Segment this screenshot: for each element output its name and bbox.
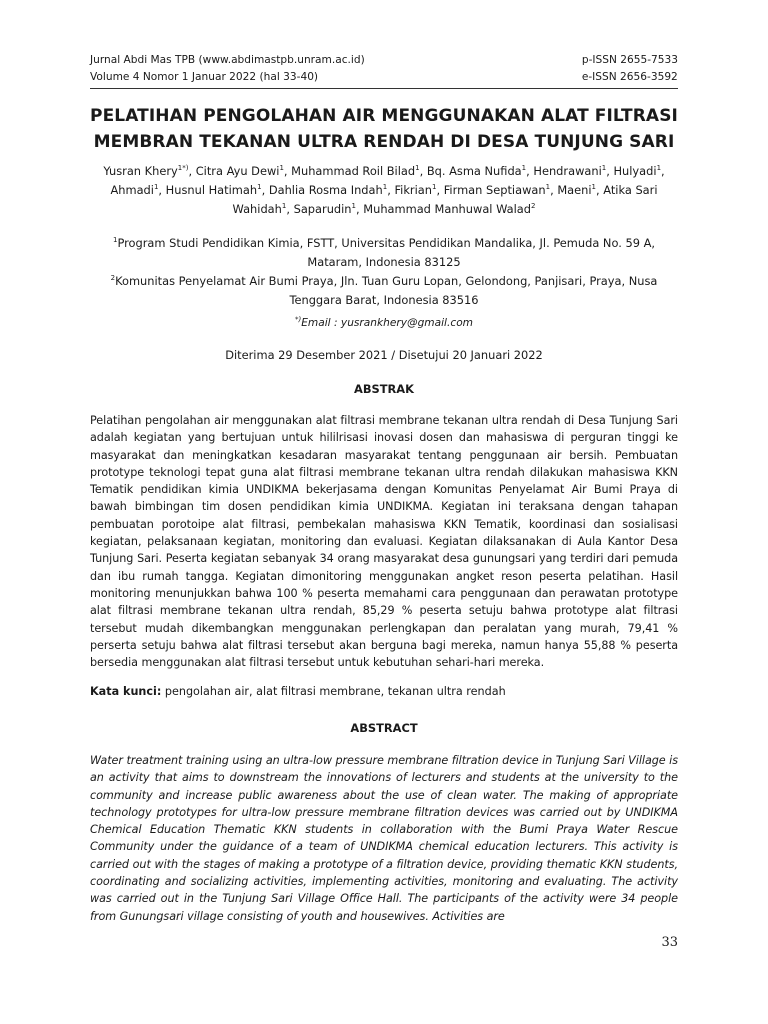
received-accepted-dates: Diterima 29 Desember 2021 / Disetujui 20 Januari 2022 [225, 348, 543, 362]
author-separator: , [286, 202, 294, 216]
email-text: Email : yusrankhery@gmail.com [301, 317, 473, 329]
affiliation-1 [90, 234, 678, 272]
author-affiliation-marker: 1 [545, 183, 551, 192]
author-affiliation-marker: 1 [351, 202, 357, 211]
author-separator: , [661, 164, 665, 178]
paper-title [90, 103, 678, 155]
title-line-2: MEMBRAN TEKANAN ULTRA RENDAH DI DESA TUNJUNG SARI [93, 132, 675, 152]
author-affiliation-marker: 1 [279, 164, 284, 173]
author: Yusran Khery [103, 164, 178, 178]
author: Maeni [557, 183, 592, 197]
author-separator: , [595, 183, 604, 197]
abstract-heading: ABSTRACT [350, 721, 418, 735]
author-affiliation-marker: 1 [382, 183, 388, 192]
author-separator: , [283, 164, 292, 178]
author-affiliation-marker: 1 [601, 164, 607, 173]
journal-line: Jurnal Abdi Mas TPB (www.abdimastpb.unram.ac.id) [90, 54, 365, 66]
eissn: e-ISSN 2656-3592 [581, 71, 678, 83]
author: Hendrawani [533, 164, 602, 178]
author-separator: , [436, 183, 444, 197]
author: Firman Septiawan [443, 183, 546, 197]
author: Fikrian [394, 183, 432, 197]
title-line-1: PELATIHAN PENGOLAHAN AIR MENGGUNAKAN ALAT FILTRASI [90, 106, 678, 126]
author-affiliation-marker: 1 [656, 164, 662, 173]
author-separator: , [188, 164, 196, 178]
author: Ahmadi [110, 183, 154, 197]
pissn: p-ISSN 2655-7533 [581, 54, 678, 66]
keywords-text: pengolahan air, alat filtrasi membrane, tekanan ultra rendah [161, 685, 506, 698]
affiliation-1-text: Program Studi Pendidikan Kimia, FSTT, Universitas Pendidikan Mandalika, Jl. Pemuda No. 59 A, Mataram, Indonesia 83125 [117, 236, 655, 269]
author: Citra Ayu Dewi [195, 164, 280, 178]
author: Atika Sari Wahidah [232, 183, 658, 216]
author-separator: , [526, 164, 534, 178]
author-separator: , [419, 164, 427, 178]
affiliation-2 [90, 272, 678, 310]
author: Muhammad Manhuwal Walad [363, 202, 531, 216]
affiliation-1-number: 1 [112, 236, 118, 245]
affiliations [90, 234, 678, 310]
author-list [90, 162, 678, 219]
author-separator: , [606, 164, 614, 178]
email-marker: *) [295, 315, 302, 324]
abstrak-heading: ABSTRAK [354, 382, 414, 396]
author: Saparudin [293, 202, 352, 216]
author-affiliation-marker: 1 [521, 164, 527, 173]
volume-line: Volume 4 Nomor 1 Januar 2022 (hal 33-40) [90, 71, 319, 83]
author-affiliation-marker: 1 [415, 164, 420, 173]
corresponding-email [90, 317, 678, 329]
abstrak-text: Pelatihan pengolahan air menggunakan alat filtrasi membrane tekanan ultra rendah di Desa Tunjung Sari adalah kegiatan yang bertujuan untuk hililrisasi inovasi dosen dan mahasiswa di perguran tinggi ke masyarakat dan meningkatkan kesadaran masyarakat tentang penggunaan air bersih. Pembuatan prototype teknologi tepat guna alat filtrasi membrane tekanan ultra rendah dilakukan mahasiswa KKN Tematik pendidikan kimia UNDIKMA bekerjasama dengan Komunitas Penyelamat Air Bumi Praya di bawah bimbingan tim dosen pendidikan kimia UNDIKMA. Kegiatan ini teraksana dengan tahapan pembuatan porotoipe alat filtrasi, pembekalan mahasiswa KKN Tematik, koordinasi dan sosialisasi kegiatan, pelaksanaan kegiatan, monitoring dan evaluasi. Kegiatan dilaksanakan di Aula Kantor Desa Tunjung Sari. Peserta kegiatan sebanyak 34 orang masyarakat desa gunungsari yang terdiri dari pemuda dan ibu rumah tangga. Kegiatan dimonitoring menggunakan angket reson peserta pelatihan. Hasil monitoring menunjukkan bahwa 100 % peserta memahami cara penggunaan dan perawatan prototype alat filtrasi membrane tekanan ultra rendah, 85,29 % peserta setuju bahwa prototype alat filtrasi tersebut mudah dikembangkan menggunakan perlengkapan dan peralatan yang murah, 79,41 % perserta setuju bahwa alat filtrasi tersebut akan berguna bagi mereka, namun hanya 55,88 % peserta bersedia menggunakan alat filtrasi tersebut untuk kebutuhan sehari-hari mereka. [90, 414, 678, 670]
author-affiliation-marker: 1 [591, 183, 596, 192]
affiliation-2-number: 2 [110, 274, 116, 283]
author-affiliation-marker: 1 [281, 202, 287, 211]
journal-info [90, 52, 365, 86]
author: Dahlia Rosma Indah [268, 183, 383, 197]
author-affiliation-marker: 1 [153, 183, 159, 192]
page-number: 33 [661, 935, 678, 950]
abstract-text: Water treatment training using an ultra-low pressure membrane filtration device in Tunjung Sari Village is an activity that aims to downstream the innovations of lecturers and students at the university to the community and increase public awareness about the use of clean water. The making of appropriate technology prototypes for ultra-low pressure membrane filtration devices was carried out by UNDIKMA Chemical Education Thematic KKN students in collaboration with the Bumi Praya Water Rescue Community under the guidance of a team of UNDIKMA chemical education lecturers. This activity is carried out with the stages of making a prototype of a filtration device, providing thematic KKN students, coordinating and socializing activities, implementing activities, monitoring and evaluating. The activity was carried out in the Tunjung Sari Village Office Hall. The participants of the activity were 34 people from Gunungsari village consisting of youth and housewives. Activities are [90, 754, 678, 923]
keywords [90, 685, 678, 698]
author: Hulyadi [613, 164, 657, 178]
header-rule [90, 88, 678, 89]
author-affiliation-marker: 1*) [177, 164, 189, 173]
author: Muhammad Roil Bilad [291, 164, 416, 178]
affiliation-2-text: Komunitas Penyelamat Air Bumi Praya, Jln. Tuan Guru Lopan, Gelondong, Panjisari, Praya, Nusa Tenggara Barat, Indonesia 83516 [115, 274, 658, 307]
author-separator: , [387, 183, 395, 197]
author-separator: , [158, 183, 166, 197]
author: Bq. Asma Nufida [426, 164, 522, 178]
keywords-label: Kata kunci: [90, 685, 162, 698]
issn-info [582, 52, 678, 86]
author-affiliation-marker: 1 [257, 183, 262, 192]
author-affiliation-marker: 2 [530, 202, 536, 211]
author-separator: , [550, 183, 558, 197]
author: Husnul Hatimah [165, 183, 258, 197]
author-separator: , [261, 183, 269, 197]
author-separator: , [356, 202, 364, 216]
author-affiliation-marker: 1 [431, 183, 437, 192]
